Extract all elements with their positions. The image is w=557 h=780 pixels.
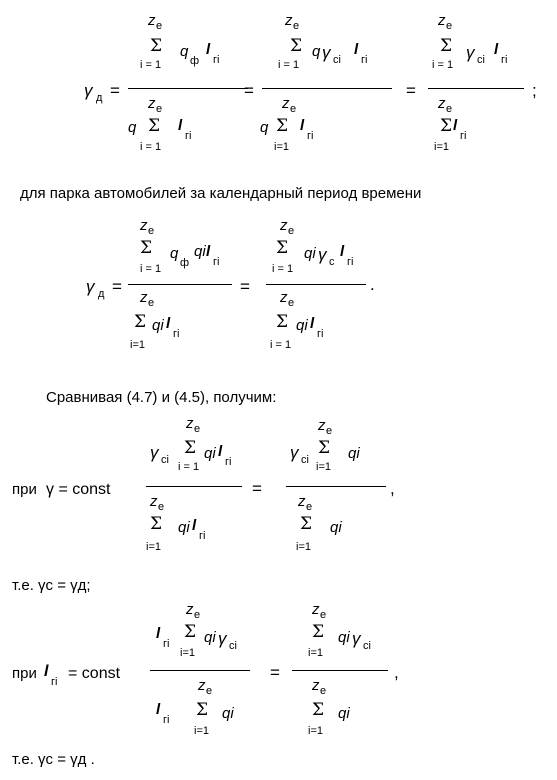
fraction-bar (266, 284, 366, 285)
limit-e: e (446, 103, 453, 115)
sum-symbol: Σ (312, 700, 325, 720)
limit-e: e (148, 225, 155, 237)
var-q: q (180, 43, 189, 60)
sum-symbol: Σ (276, 312, 289, 332)
index-i-eq-1: i=1 (316, 461, 331, 473)
subscript-f: ф (190, 55, 200, 67)
limit-e: e (290, 103, 297, 115)
index-i-eq-1: i = 1 (178, 461, 200, 473)
limit-e: e (326, 425, 333, 437)
fleet-caption: для парка автомобилей за календарный период времени (20, 185, 422, 202)
limit-z: z (150, 493, 158, 510)
case2-prefix: при (12, 665, 37, 682)
var-q: qi (296, 317, 308, 334)
limit-z: z (312, 601, 320, 618)
fraction-bar (128, 284, 232, 285)
subscript-gi: гi (213, 54, 220, 66)
limit-e: e (288, 297, 295, 309)
sum-symbol: Σ (148, 116, 161, 136)
var-q: q (170, 245, 179, 262)
gamma-symbol: γ (84, 81, 93, 100)
equals-sign: = (270, 663, 280, 682)
limit-z: z (280, 217, 288, 234)
subscript-gi: гi (185, 130, 192, 142)
limit-z: z (285, 12, 293, 29)
case1-condition: γ = const (46, 481, 111, 498)
comparing-sentence: Сравнивая (4.7) и (4.5), получим: (46, 389, 277, 406)
subscript-gi: гi (213, 256, 220, 268)
var-l: l (218, 443, 223, 460)
limit-z: z (438, 12, 446, 29)
var-l: l (156, 625, 161, 642)
var-q: qi (304, 245, 316, 262)
sum-symbol: Σ (134, 312, 147, 332)
var-q: qi (204, 629, 216, 646)
index-i-eq-1: i=1 (130, 339, 145, 351)
index-i-eq-1: i = 1 (278, 59, 300, 71)
var-l: l (310, 315, 315, 332)
sum-symbol: Σ (318, 438, 331, 458)
index-i-eq-1: i = 1 (272, 263, 294, 275)
gamma-symbol: γ (150, 443, 159, 462)
index-i-eq-1: i = 1 (270, 339, 292, 351)
var-q: q (312, 43, 321, 60)
limit-z: z (148, 12, 156, 29)
semicolon: ; (532, 81, 537, 100)
fraction-bar (292, 670, 388, 671)
limit-z: z (186, 415, 194, 432)
var-l: l (178, 117, 183, 134)
limit-z: z (280, 289, 288, 306)
var-q: qi (338, 629, 350, 646)
var-l: l (156, 701, 161, 718)
comma: , (394, 663, 399, 682)
sum-symbol: Σ (440, 36, 453, 56)
equals-sign: = (252, 479, 262, 498)
equals-sign: = (110, 81, 120, 100)
fraction-bar (150, 670, 250, 671)
equals-sign: = (244, 81, 254, 100)
fraction-bar (428, 88, 524, 89)
index-i-eq-1: i=1 (274, 141, 289, 153)
subscript-gi: гi (51, 676, 58, 688)
var-q: qi (204, 445, 216, 462)
limit-e: e (156, 103, 163, 115)
equals-sign: = (112, 277, 122, 296)
gamma-symbol: γ (318, 245, 327, 264)
var-q: qi (152, 317, 164, 334)
sum-symbol: Σ (150, 514, 163, 534)
subscript-ci: ci (477, 54, 485, 66)
limit-e: e (288, 225, 295, 237)
case2-condition: = const (68, 665, 121, 682)
subscript-gi: гi (460, 130, 467, 142)
gamma-symbol: γ (290, 443, 299, 462)
subscript-ci: ci (229, 640, 237, 652)
limit-z: z (312, 677, 320, 694)
index-i-eq-1: i=1 (180, 647, 195, 659)
var-l: l (206, 41, 211, 58)
subscript-gi: гi (163, 714, 170, 726)
index-i-eq-1: i = 1 (432, 59, 454, 71)
limit-e: e (194, 609, 201, 621)
limit-e: e (446, 20, 453, 32)
index-i-eq-1: i=1 (434, 141, 449, 153)
case1-result: т.е. γc = γд; (12, 577, 91, 594)
limit-e: e (293, 20, 300, 32)
index-i-eq-1: i = 1 (140, 141, 162, 153)
comma: , (390, 479, 395, 498)
limit-e: e (206, 685, 213, 697)
limit-e: e (156, 20, 163, 32)
limit-e: e (306, 501, 313, 513)
var-q: q (260, 119, 269, 136)
limit-z: z (438, 95, 446, 112)
gamma-symbol: γ (466, 43, 475, 62)
subscript-c: c (329, 256, 335, 268)
limit-e: e (320, 609, 327, 621)
subscript-ci: ci (333, 54, 341, 66)
limit-e: e (320, 685, 327, 697)
subscript-ci: ci (161, 454, 169, 466)
index-i-eq-1: i = 1 (140, 263, 162, 275)
sum-symbol: Σ (276, 116, 289, 136)
var-l: l (44, 663, 49, 680)
var-l: l (354, 41, 359, 58)
subscript-f: ф (180, 257, 190, 269)
fraction-bar (262, 88, 392, 89)
fraction-bar (286, 486, 386, 487)
sum-symbol: Σ (290, 36, 303, 56)
var-q: qi (338, 705, 350, 722)
var-q: qi (222, 705, 234, 722)
fraction-bar (128, 88, 248, 89)
limit-z: z (140, 289, 148, 306)
limit-z: z (140, 217, 148, 234)
subscript-d: д (98, 288, 105, 300)
subscript-gi: гi (347, 256, 354, 268)
limit-e: e (158, 501, 165, 513)
var-l: l (300, 117, 305, 134)
subscript-gi: гi (307, 130, 314, 142)
sum-symbol: Σ (184, 622, 197, 642)
equals-sign: = (240, 277, 250, 296)
var-l: l (166, 315, 171, 332)
sum-symbol: Σ (440, 116, 453, 136)
case1-prefix: при (12, 481, 37, 498)
index-i-eq-1: i = 1 (140, 59, 162, 71)
case2-result: т.е. γc = γд . (12, 751, 95, 768)
index-i-eq-1: i=1 (308, 725, 323, 737)
sum-symbol: Σ (196, 700, 209, 720)
limit-z: z (198, 677, 206, 694)
subscript-d: д (96, 92, 103, 104)
index-i-eq-1: i=1 (194, 725, 209, 737)
limit-z: z (186, 601, 194, 618)
subscript-gi: гi (317, 328, 324, 340)
subscript-gi: гi (199, 530, 206, 542)
subscript-gi: гi (225, 456, 232, 468)
limit-z: z (318, 417, 326, 434)
limit-z: z (298, 493, 306, 510)
var-q: qi (194, 243, 206, 260)
limit-e: e (148, 297, 155, 309)
equals-sign: = (406, 81, 416, 100)
index-i-eq-1: i=1 (296, 541, 311, 553)
subscript-gi: гi (501, 54, 508, 66)
subscript-gi: гi (163, 638, 170, 650)
var-l: l (340, 243, 345, 260)
sum-symbol: Σ (150, 36, 163, 56)
fraction-bar (146, 486, 242, 487)
limit-z: z (282, 95, 290, 112)
subscript-gi: гi (173, 328, 180, 340)
sum-symbol: Σ (276, 238, 289, 258)
gamma-symbol: γ (352, 629, 361, 648)
subscript-gi: гi (361, 54, 368, 66)
gamma-symbol: γ (322, 43, 331, 62)
var-q: qi (330, 519, 342, 536)
var-q: qi (178, 519, 190, 536)
period: . (370, 275, 375, 294)
var-l: l (206, 243, 211, 260)
sum-symbol: Σ (140, 238, 153, 258)
sum-symbol: Σ (300, 514, 313, 534)
var-l: l (494, 41, 499, 58)
gamma-symbol: γ (86, 277, 95, 296)
gamma-symbol: γ (218, 629, 227, 648)
sum-symbol: Σ (312, 622, 325, 642)
subscript-ci: ci (363, 640, 371, 652)
var-q: q (128, 119, 137, 136)
limit-z: z (148, 95, 156, 112)
var-q: qi (348, 445, 360, 462)
sum-symbol: Σ (184, 438, 197, 458)
var-l: l (453, 117, 458, 134)
index-i-eq-1: i=1 (308, 647, 323, 659)
subscript-ci: ci (301, 454, 309, 466)
index-i-eq-1: i=1 (146, 541, 161, 553)
var-l: l (192, 517, 197, 534)
limit-e: e (194, 423, 201, 435)
